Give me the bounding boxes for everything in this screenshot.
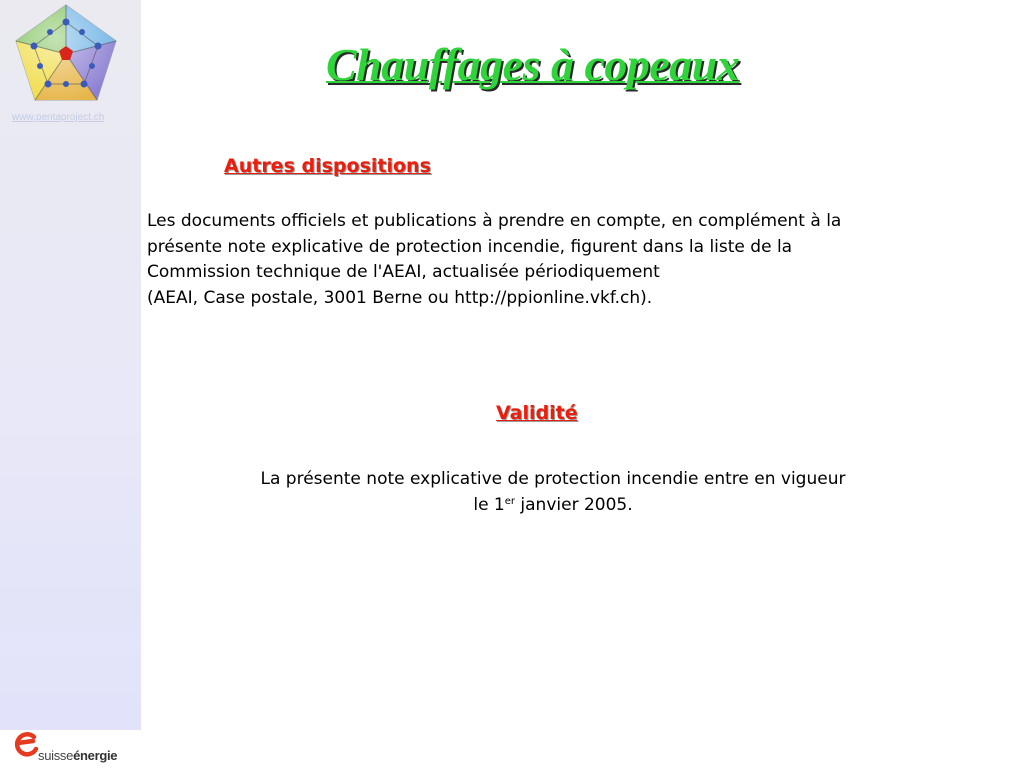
paragraph-line: La présente note explicative de protection incendie entre en vigueur [260,469,846,489]
website-link[interactable]: www.pentaproject.ch [12,112,105,123]
footer-brand-text [38,748,117,763]
section-heading-validite: Validité [496,402,578,424]
brand-prefix: suisse [38,748,74,763]
autres-dispositions-paragraph [147,209,1017,311]
paragraph-line: (AEAI, Case postale, 3001 Berne ou http://ppionline.vkf.ch). [147,287,653,308]
date-prefix: le 1 [473,495,505,515]
date-suffix: janvier 2005. [515,495,633,515]
paragraph-line: Commission technique de l'AEAI, actualisée périodiquement [147,262,660,282]
section-heading-autres-dispositions: Autres dispositions [224,155,431,177]
sidebar [0,0,141,730]
paragraph-line: présente note explicative de protection incendie, figurent dans la liste de la [147,236,793,257]
date-superscript: er [504,496,516,507]
paragraph-line [150,492,956,518]
pentagon-network-logo-icon [10,2,122,106]
suisse-energie-logo [12,728,132,766]
paragraph-line: Les documents officiels et publications à prendre en compte, en complément à la [147,211,842,231]
validite-paragraph [150,466,956,518]
slide-title: Chauffages à copeaux [326,39,740,90]
brand-name: énergie [73,748,118,763]
